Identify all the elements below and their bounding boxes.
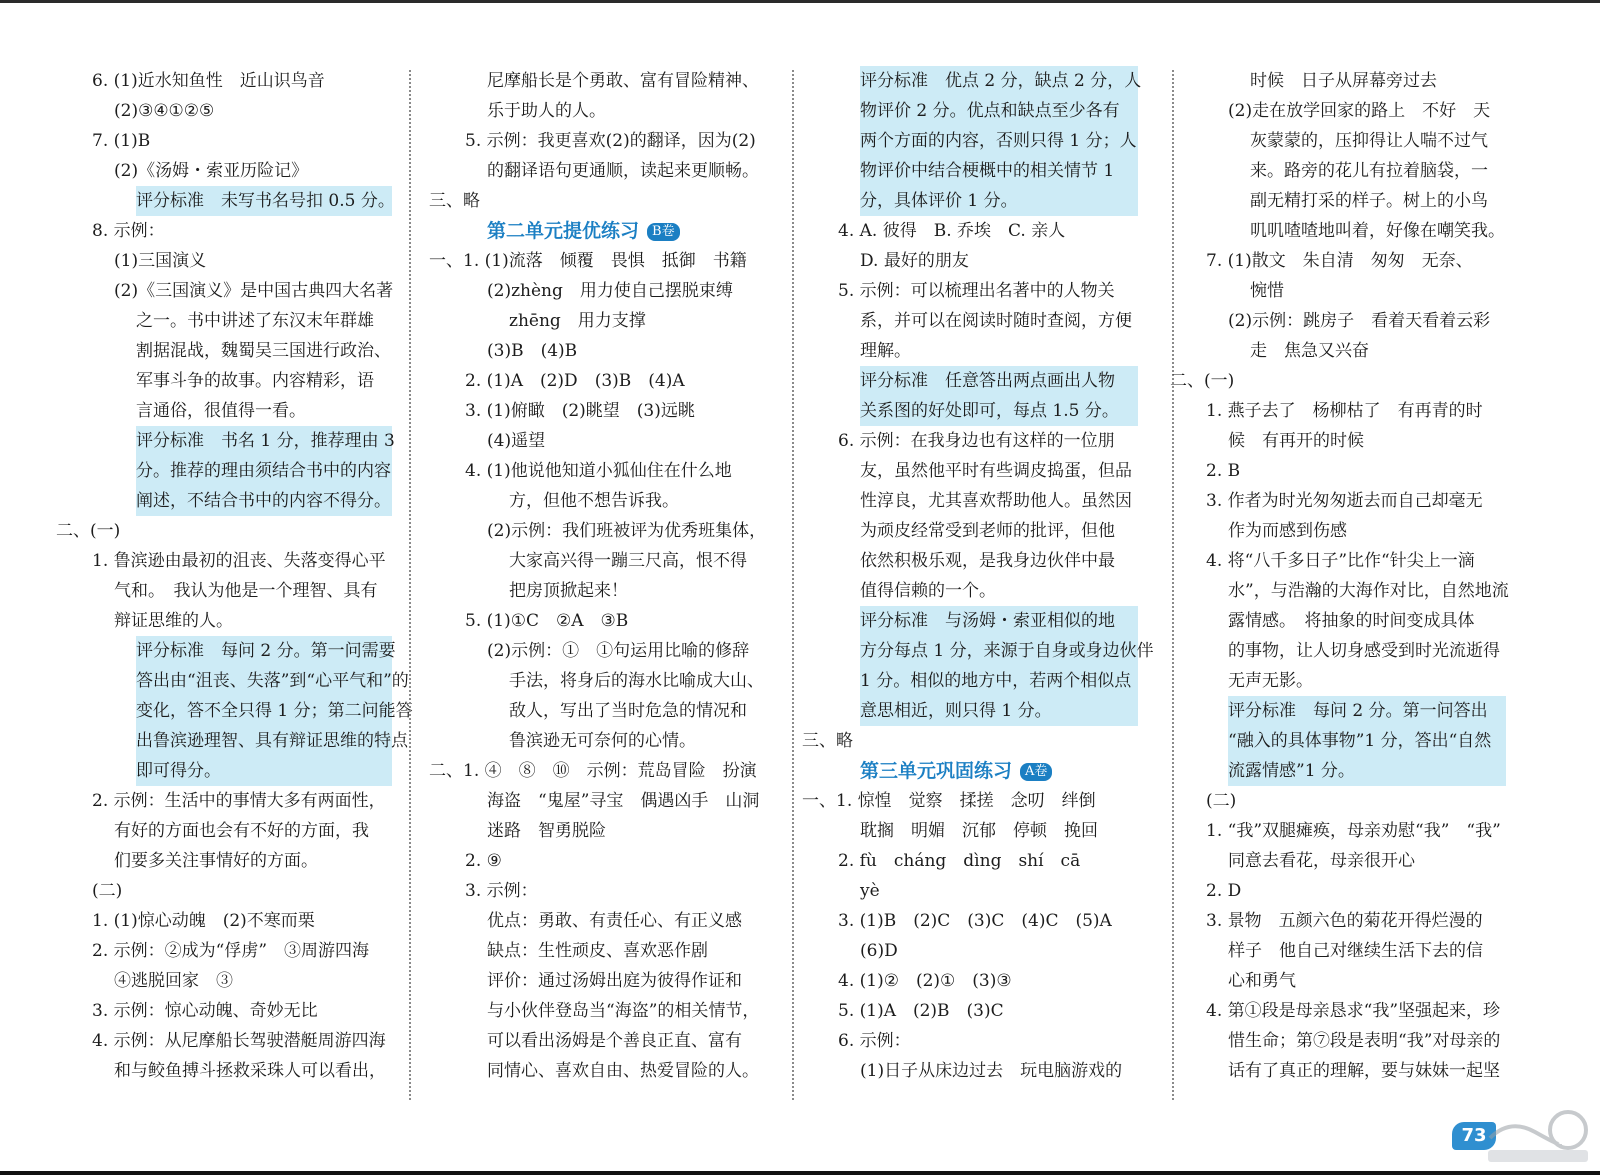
answer-line: 水”，与浩瀚的大海作对比，自然地流 [1228, 581, 1509, 601]
answer-line: 6. 示例： [838, 1031, 911, 1051]
answer-line: 优点：勇敢、有责任心、有正义感 [487, 911, 742, 931]
answer-line: 惜生命；第⑦段是表明“我”对母亲的 [1228, 1031, 1501, 1051]
answer-line: 三、略 [429, 191, 480, 211]
scoring-criteria-line: 评分标准 未写书名号扣 0.5 分。 [136, 186, 392, 216]
answer-line: (2)走在放学回家的路上 不好 天 [1228, 101, 1491, 121]
answer-line: 2. ⑨ [465, 851, 502, 871]
scoring-criteria-line: 分，具体评价 1 分。 [860, 186, 1138, 216]
answer-line: 2. 示例：②成为“俘虏” ③周游四海 [92, 941, 370, 961]
answer-line: 尼摩船长是个勇敢、富有冒险精神、 [487, 71, 759, 91]
scoring-criteria-line: 即可得分。 [136, 756, 392, 786]
answer-line: 二、(一) [1170, 371, 1235, 391]
answer-line: 二、1. ④ ⑧ ⑩ 示例：荒岛冒险 扮演 [429, 761, 757, 781]
answer-line: (2)示例：我们班被评为优秀班集体， [487, 521, 767, 541]
answer-line: 割据混战，魏蜀吴三国进行政治、 [136, 341, 391, 361]
column-divider [409, 70, 411, 1100]
answer-line: 惋惜 [1250, 281, 1284, 301]
column-divider [792, 70, 794, 1100]
answer-line: 5. 示例：我更喜欢(2)的翻译，因为(2) [465, 131, 756, 151]
bottom-rule [0, 1171, 1600, 1175]
answer-line: 灰蒙蒙的，压抑得让人喘不过气 [1250, 131, 1488, 151]
scoring-criteria-line: 评分标准 每问 2 分。第一问需要 [136, 636, 392, 666]
answer-line: 1. 燕子去了 杨柳枯了 有再青的时 [1206, 401, 1483, 421]
answer-line: (2)《汤姆・索亚历险记》 [114, 161, 309, 181]
answer-line: (4)遥望 [487, 431, 546, 451]
answer-line: ④逃脱回家 ③ [114, 971, 233, 991]
answer-line: 辩证思维的人。 [114, 611, 233, 631]
answer-line: 可以看出汤姆是个善良正直、富有 [487, 1031, 742, 1051]
answer-line: 话有了真正的理解，要与妹妹一起坚 [1228, 1061, 1500, 1081]
answer-line: (2)《三国演义》是中国古典四大名著 [114, 281, 394, 301]
answer-line: 3. (1)B (2)C (3)C (4)C (5)A [838, 911, 1112, 931]
answer-line: 迷路 智勇脱险 [487, 821, 606, 841]
answer-line: 5. (1)①C ②A ③B [465, 611, 629, 631]
answer-line: 1. (1)惊心动魄 (2)不寒而栗 [92, 911, 315, 931]
answer-line: 2. D [1206, 881, 1242, 901]
answer-line: 6. (1)近水知鱼性 近山识鸟音 [92, 71, 325, 91]
scoring-criteria-line: 物评价中结合梗概中的相关情节 1 [860, 156, 1138, 186]
answer-line: 5. (1)A (2)B (3)C [838, 1001, 1004, 1021]
answer-line: 系，并可以在阅读时随时查阅，方便 [860, 311, 1132, 331]
answer-line: 3. 作者为时光匆匆逝去而自己却毫无 [1206, 491, 1483, 511]
answer-line: 2. (1)A (2)D (3)B (4)A [465, 371, 685, 391]
level-badge: B卷 [647, 223, 680, 241]
watermark-logo-icon [1480, 1108, 1592, 1166]
column-divider [1172, 70, 1174, 1100]
answer-line: 的翻译语句更通顺，读起来更顺畅。 [487, 161, 759, 181]
answer-line: 依然积极乐观，是我身边伙伴中最 [860, 551, 1115, 571]
answer-line: 理解。 [860, 341, 911, 361]
answer-line: 的事物，让人切身感受到时光流逝得 [1228, 641, 1500, 661]
section-heading [487, 216, 680, 246]
answer-line: D. 最好的朋友 [860, 251, 969, 271]
answer-line: 值得信赖的一个。 [860, 581, 996, 601]
answer-line: yè [860, 881, 880, 901]
answer-line: 方，但他不想告诉我。 [509, 491, 679, 511]
answer-line: (1)三国演义 [114, 251, 207, 271]
answer-line: 4. (1)他说他知道小狐仙住在什么地 [465, 461, 732, 481]
answer-line: 7. (1)B [92, 131, 151, 151]
answer-line: 3. 示例： [465, 881, 538, 901]
answer-line: 1. 鲁滨逊由最初的沮丧、失落变得心平 [92, 551, 386, 571]
answer-line: (2)zhèng 用力使自己摆脱束缚 [487, 281, 733, 301]
answer-line: 缺点：生性顽皮、喜欢恶作剧 [487, 941, 708, 961]
answer-line: 们要多关注事情好的方面。 [114, 851, 318, 871]
answer-line: 和与鲛鱼搏斗拯救采珠人可以看出， [114, 1061, 386, 1081]
answer-line: 3. 示例：惊心动魄、奇妙无比 [92, 1001, 318, 1021]
answer-line: 3. 景物 五颜六色的菊花开得烂漫的 [1206, 911, 1483, 931]
scoring-criteria-line: 评分标准 优点 2 分，缺点 2 分，人 [860, 66, 1138, 96]
scoring-criteria-line: 阐述，不结合书中的内容不得分。 [136, 486, 392, 516]
answer-line: 副无精打采的样子。树上的小鸟 [1250, 191, 1488, 211]
answer-line: 二、(一) [56, 521, 121, 541]
answer-line: 2. B [1206, 461, 1241, 481]
scoring-criteria-line: 分。推荐的理由须结合书中的内容 [136, 456, 392, 486]
scoring-criteria-line: 出鲁滨逊理智、具有辩证思维的特点 [136, 726, 392, 756]
answer-line: 为顽皮经常受到老师的批评，但他 [860, 521, 1115, 541]
answer-line: 同情心、喜欢自由、热爱冒险的人。 [487, 1061, 759, 1081]
section-heading-text: 第三单元巩固练习 [860, 760, 1013, 782]
answer-line: 大家高兴得一蹦三尺高，恨不得 [509, 551, 747, 571]
scoring-criteria-line: 评分标准 每问 2 分。第一问答出 [1228, 696, 1506, 726]
answer-line: 有好的方面也会有不好的方面，我 [114, 821, 369, 841]
answer-line: 1. “我”双腿瘫痪，母亲劝慰“我” “我” [1206, 821, 1501, 841]
answer-line: 叽叽喳喳地叫着，好像在嘲笑我。 [1250, 221, 1505, 241]
scoring-criteria-line: 方分每点 1 分，来源于自身或身边伙伴 [860, 636, 1138, 666]
answer-line: 作为而感到伤感 [1228, 521, 1347, 541]
scoring-criteria-line: 关系图的好处即可，每点 1.5 分。 [860, 396, 1138, 426]
scoring-criteria-line: 答出由“沮丧、失落”到“心平气和”的 [136, 666, 392, 696]
answer-line: 4. 第①段是母亲恳求“我”坚强起来，珍 [1206, 1001, 1501, 1021]
top-rule [0, 0, 1600, 3]
answer-line: 评价：通过汤姆出庭为彼得作证和 [487, 971, 742, 991]
scoring-criteria-line: 评分标准 与汤姆・索亚相似的地 [860, 606, 1138, 636]
answer-line: 样子 他自己对继续生活下去的信 [1228, 941, 1483, 961]
answer-line: 3. (1)俯瞰 (2)眺望 (3)远眺 [465, 401, 695, 421]
level-badge: A卷 [1020, 763, 1052, 781]
page-number: 73 [1452, 1122, 1496, 1150]
scoring-criteria-line: 两个方面的内容，否则只得 1 分；人 [860, 126, 1138, 156]
answer-line: 同意去看花，母亲很开心 [1228, 851, 1415, 871]
answer-line: 军事斗争的故事。内容精彩，语 [136, 371, 374, 391]
answer-line: 4. 示例：从尼摩船长驾驶潜艇周游四海 [92, 1031, 386, 1051]
answer-line: (2)示例：跳房子 看着天看着云彩 [1228, 311, 1491, 331]
answer-line: 耽搁 明媚 沉郁 停顿 挽回 [860, 821, 1098, 841]
answer-line: 时候 日子从屏幕旁过去 [1250, 71, 1437, 91]
answer-line: (6)D [860, 941, 898, 961]
answer-line: (二) [1206, 791, 1237, 811]
answer-line: (2)示例：① ①句运用比喻的修辞 [487, 641, 750, 661]
answer-line: 一、1. (1)流落 倾覆 畏惧 抵御 书籍 [429, 251, 747, 271]
answer-line: 2. fù cháng dìng shí cā [838, 851, 1081, 871]
scoring-criteria-line: 评分标准 书名 1 分，推荐理由 3 [136, 426, 392, 456]
answer-line: (1)日子从床边过去 玩电脑游戏的 [860, 1061, 1123, 1081]
answer-line: zhēng 用力支撑 [509, 311, 646, 331]
answer-line: 一、1. 惊惶 觉察 揉搓 念叨 绊倒 [802, 791, 1096, 811]
scoring-criteria-line: 1 分。相似的地方中，若两个相似点 [860, 666, 1138, 696]
answer-line: 把房顶掀起来！ [509, 581, 628, 601]
answer-line: 4. (1)② (2)① (3)③ [838, 971, 1012, 991]
scoring-criteria-line: “融入的具体事物”1 分，答出“自然 [1228, 726, 1506, 756]
answer-line: 6. 示例：在我身边也有这样的一位朋 [838, 431, 1115, 451]
answer-line: 海盗 “鬼屋”寻宝 偶遇凶手 山洞 [487, 791, 760, 811]
answer-line: 乐于助人的人。 [487, 101, 606, 121]
answer-line: 2. 示例：生活中的事情大多有两面性， [92, 791, 386, 811]
answer-line: 鲁滨逊无可奈何的心情。 [509, 731, 696, 751]
answer-line: 4. 将“八千多日子”比作“针尖上一滴 [1206, 551, 1475, 571]
scoring-criteria-line: 变化，答不全只得 1 分；第二问能答 [136, 696, 392, 726]
answer-line: 手法，将身后的海水比喻成大山、 [509, 671, 764, 691]
scoring-criteria-line: 评分标准 任意答出两点画出人物 [860, 366, 1138, 396]
answer-line: 性淳良，尤其喜欢帮助他人。虽然因 [860, 491, 1132, 511]
answer-line: 气和。 我认为他是一个理智、具有 [114, 581, 378, 601]
answer-line: 8. 示例： [92, 221, 165, 241]
answer-line: 言通俗，很值得一看。 [136, 401, 306, 421]
answer-line: 之一。书中讲述了东汉末年群雄 [136, 311, 374, 331]
answer-line: (二) [92, 881, 123, 901]
scoring-criteria-line: 物评价 2 分。优点和缺点至少各有 [860, 96, 1138, 126]
answer-line: (3)B (4)B [487, 341, 578, 361]
answer-line: 友，虽然他平时有些调皮捣蛋，但品 [860, 461, 1132, 481]
answer-line: 7. (1)散文 朱自清 匆匆 无奈、 [1206, 251, 1473, 271]
answer-line: 与小伙伴登岛当“海盗”的相关情节， [487, 1001, 760, 1021]
answer-line: 候 有再开的时候 [1228, 431, 1364, 451]
section-heading-text: 第二单元提优练习 [487, 220, 640, 242]
section-heading [860, 756, 1052, 786]
answer-line: 露情感。 将抽象的时间变成具体 [1228, 611, 1475, 631]
answer-line: 三、略 [802, 731, 853, 751]
answer-line: 无声无影。 [1228, 671, 1313, 691]
answer-line: 心和勇气 [1228, 971, 1296, 991]
answer-line: 5. 示例：可以梳理出名著中的人物关 [838, 281, 1115, 301]
answer-line: 敌人，写出了当时危急的情况和 [509, 701, 747, 721]
answer-line: (2)③④①②⑤ [114, 101, 215, 121]
scoring-criteria-line: 流露情感”1 分。 [1228, 756, 1506, 786]
answer-line: 来。路旁的花儿有拉着脑袋，一 [1250, 161, 1488, 181]
scoring-criteria-line: 意思相近，则只得 1 分。 [860, 696, 1138, 726]
answer-line: 4. A. 彼得 B. 乔埃 C. 亲人 [838, 221, 1066, 241]
answer-line: 走 焦急又兴奋 [1250, 341, 1369, 361]
